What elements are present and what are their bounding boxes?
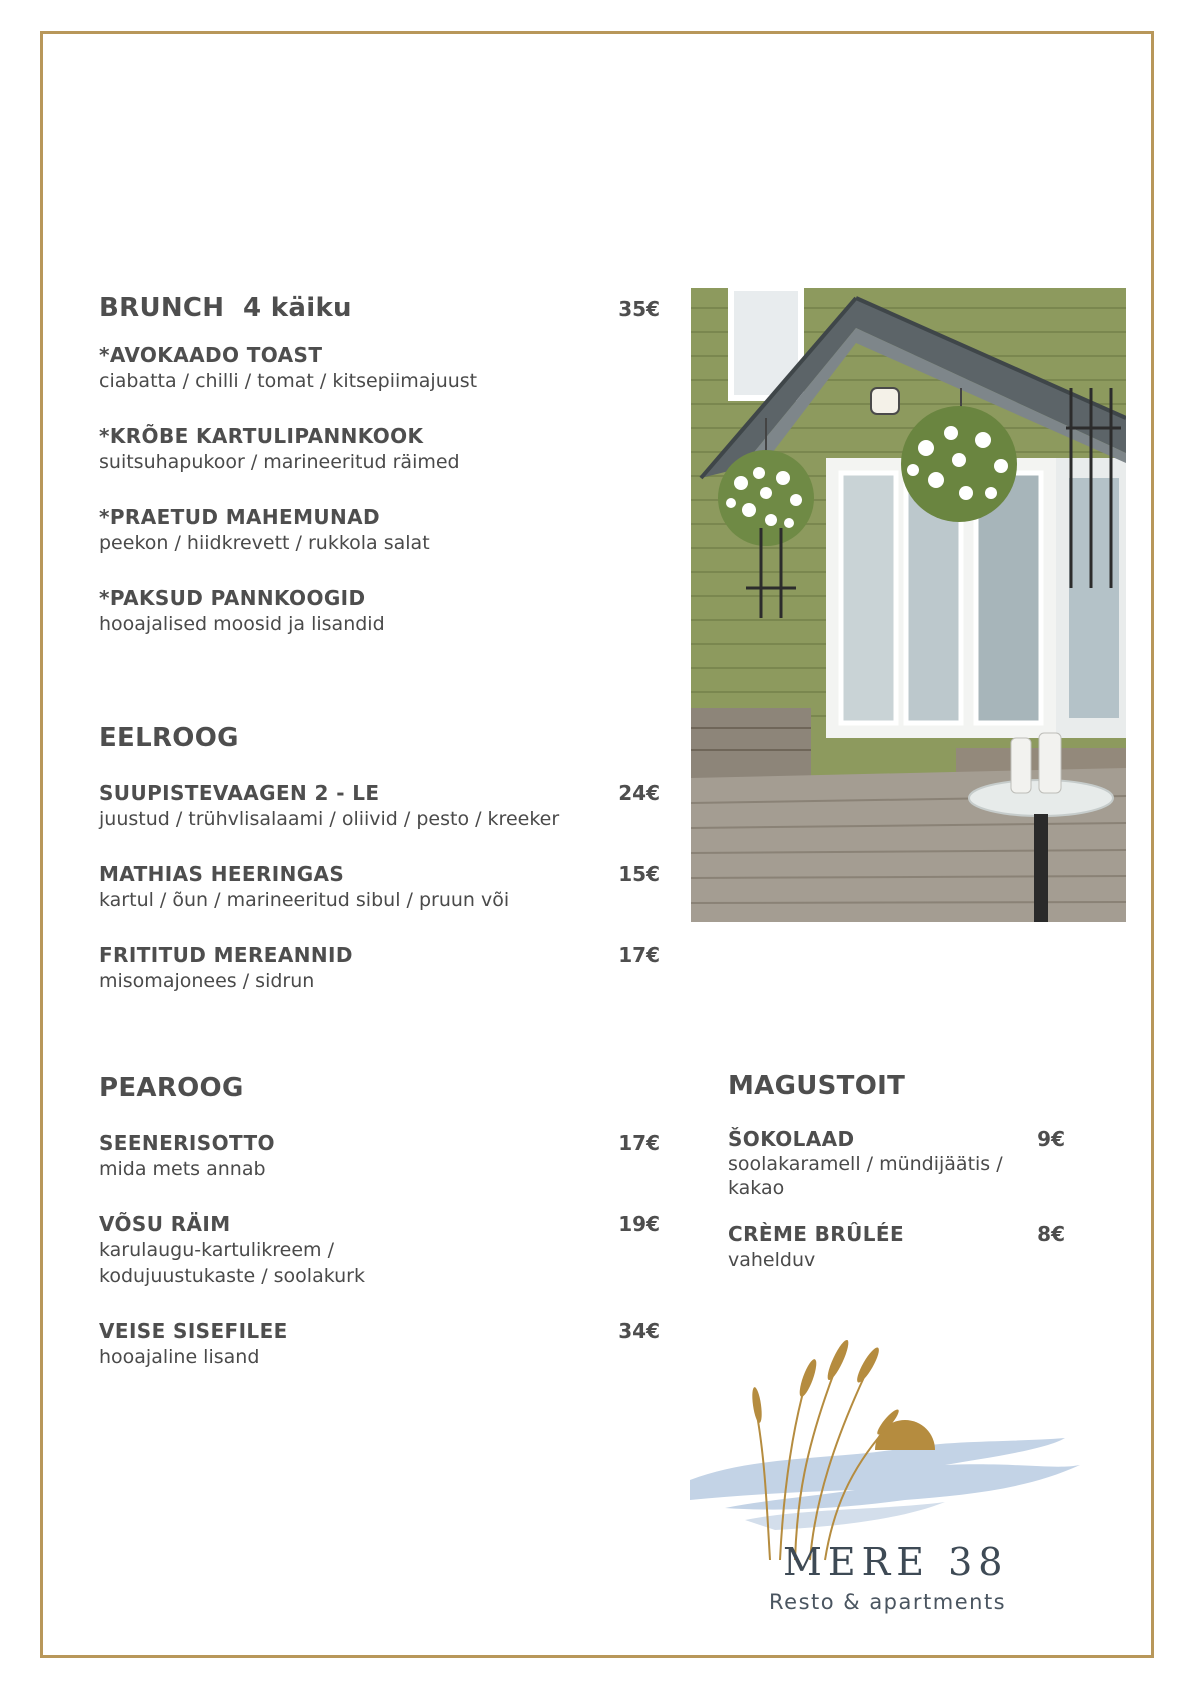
item-description: suitsuhapukoor / marineeritud räimed xyxy=(99,451,460,473)
item-description: hooajaline lisand xyxy=(99,1346,260,1368)
item-name: *AVOKAADO TOAST xyxy=(99,343,323,367)
restaurant-entrance-photo xyxy=(691,288,1126,922)
item-price: 8€ xyxy=(1037,1222,1065,1246)
menu-item xyxy=(99,586,660,637)
menu-item xyxy=(99,862,660,913)
item-price: 34€ xyxy=(618,1319,660,1343)
menu-item xyxy=(99,505,660,556)
pearoog-section xyxy=(99,1073,660,1370)
item-price: 15€ xyxy=(618,862,660,886)
item-description: kartul / õun / marineeritud sibul / pruun või xyxy=(99,889,510,911)
menu-item xyxy=(99,943,660,994)
menu-item xyxy=(99,781,660,832)
item-price: 17€ xyxy=(618,1131,660,1155)
item-price: 24€ xyxy=(618,781,660,805)
menu-item xyxy=(99,1131,660,1182)
item-description: karulaugu-kartulikreem / kodujuustukaste / soolakurk xyxy=(99,1239,365,1287)
item-name: VEISE SISEFILEE xyxy=(99,1319,288,1343)
magustoit-title: MAGUSTOIT xyxy=(728,1071,906,1101)
item-name: FRITITUD MEREANNID xyxy=(99,943,353,967)
item-description: ciabatta / chilli / tomat / kitsepiimajuust xyxy=(99,370,478,392)
item-description: soolakaramell / mündijäätis / kakao xyxy=(728,1153,1003,1199)
item-description: vahelduv xyxy=(728,1249,816,1271)
item-price: 17€ xyxy=(618,943,660,967)
menu-item xyxy=(99,424,660,475)
item-description: peekon / hiidkrevett / rukkola salat xyxy=(99,532,430,554)
item-name: MATHIAS HEERINGAS xyxy=(99,862,345,886)
menu-item xyxy=(99,1212,660,1289)
item-name: CRÈME BRÛLÉE xyxy=(728,1222,905,1246)
menu-item xyxy=(728,1222,1065,1273)
eelroog-section xyxy=(99,723,660,994)
item-name: VÕSU RÄIM xyxy=(99,1212,231,1236)
item-name: ŠOKOLAAD xyxy=(728,1127,855,1151)
item-description: hooajalised moosid ja lisandid xyxy=(99,613,385,635)
magustoit-section xyxy=(728,1071,1065,1273)
logo-subtitle: Resto & apartments xyxy=(769,1590,1007,1614)
pearoog-title: PEAROOG xyxy=(99,1073,244,1103)
item-price: 19€ xyxy=(618,1212,660,1236)
menu-item xyxy=(99,1319,660,1370)
item-name: SUUPISTEVAAGEN 2 - LE xyxy=(99,781,380,805)
item-description: juustud / trühvlisalaami / oliivid / pesto / kreeker xyxy=(99,808,560,830)
item-price: 9€ xyxy=(1037,1127,1065,1151)
item-description: mida mets annab xyxy=(99,1158,266,1180)
item-description: misomajonees / sidrun xyxy=(99,970,315,992)
item-name: SEENERISOTTO xyxy=(99,1131,275,1155)
menu-item xyxy=(728,1127,1065,1200)
brunch-title: BRUNCH 4 käiku xyxy=(99,293,352,323)
menu-item xyxy=(99,343,660,394)
item-name: *PAKSUD PANNKOOGID xyxy=(99,586,366,610)
logo-wordmark: MERE 38 xyxy=(783,1540,1009,1584)
item-name: *KRÕBE KARTULIPANNKOOK xyxy=(99,424,424,448)
eelroog-title: EELROOG xyxy=(99,723,239,753)
brunch-price: 35€ xyxy=(618,297,660,321)
brunch-section xyxy=(99,293,660,637)
item-name: *PRAETUD MAHEMUNAD xyxy=(99,505,381,529)
